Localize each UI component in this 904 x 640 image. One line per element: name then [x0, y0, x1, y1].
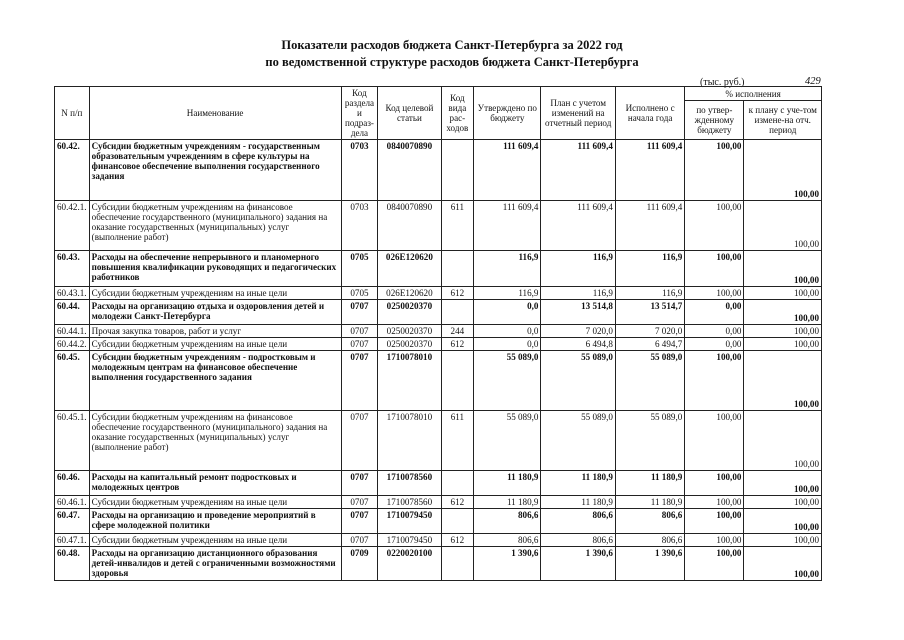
- col-pct-plan-header: к плану с уче-том измене-на отч. период: [744, 101, 822, 140]
- cell-plan: 55 089,0: [541, 411, 615, 471]
- cell-name: Субсидии бюджетным учреждениям - государственным образовательным учреждениям в сфере культуры на финансовое обеспечение выполнения государственного задания: [89, 140, 341, 201]
- cell-plan: 11 180,9: [541, 496, 615, 509]
- cell-pct-plan: 100,00: [744, 300, 822, 325]
- cell-num: 60.45.: [55, 351, 90, 411]
- cell-type: [441, 509, 474, 534]
- cell-pct-plan: 100,00: [744, 547, 822, 581]
- cell-type: [441, 547, 474, 581]
- cell-pct-approved: 0,00: [685, 338, 744, 351]
- cell-article: 026Е120620: [378, 251, 441, 287]
- col-article-header: Код целевой статьи: [378, 87, 441, 140]
- cell-section: 0705: [341, 287, 378, 300]
- cell-pct-plan: 100,00: [744, 351, 822, 411]
- col-pct-approved-header: по утвер-жденному бюджету: [685, 101, 744, 140]
- cell-article: 1710079450: [378, 509, 441, 534]
- cell-approved: 806,6: [474, 509, 541, 534]
- cell-executed: 6 494,7: [615, 338, 684, 351]
- cell-article: 0840070890: [378, 140, 441, 201]
- cell-name: Расходы на организацию отдыха и оздоровления детей и молодежи Санкт-Петербурга: [89, 300, 341, 325]
- cell-article: 1710078560: [378, 471, 441, 496]
- cell-executed: 11 180,9: [615, 471, 684, 496]
- col-section-header: Код раздела и подраз-дела: [341, 87, 378, 140]
- table-row: [55, 509, 822, 534]
- cell-executed: 11 180,9: [615, 496, 684, 509]
- table-row: [55, 496, 822, 509]
- table-row: [55, 140, 822, 201]
- cell-num: 60.44.: [55, 300, 90, 325]
- cell-plan: 111 609,4: [541, 140, 615, 201]
- cell-pct-approved: 100,00: [685, 140, 744, 201]
- cell-plan: 806,6: [541, 534, 615, 547]
- cell-type: 611: [441, 201, 474, 251]
- cell-article: 026Е120620: [378, 287, 441, 300]
- cell-pct-plan: 100,00: [744, 534, 822, 547]
- cell-executed: 7 020,0: [615, 325, 684, 338]
- cell-executed: 116,9: [615, 287, 684, 300]
- cell-section: 0703: [341, 201, 378, 251]
- cell-num: 60.42.1.: [55, 201, 90, 251]
- table-row: [55, 534, 822, 547]
- cell-section: 0707: [341, 471, 378, 496]
- cell-type: [441, 300, 474, 325]
- cell-num: 60.47.1.: [55, 534, 90, 547]
- cell-name: Прочая закупка товаров, работ и услуг: [89, 325, 341, 338]
- report-subtitle: по ведомственной структуре расходов бюджета Санкт-Петербурга: [265, 55, 639, 69]
- cell-executed: 806,6: [615, 509, 684, 534]
- cell-name: Субсидии бюджетным учреждениям на финансовое обеспечение государственного (муниципального) задания на оказание государственных (муниципальных) услуг (выполнение работ): [89, 201, 341, 251]
- cell-article: 0250020370: [378, 300, 441, 325]
- table-row: [55, 201, 822, 251]
- cell-pct-approved: 0,00: [685, 300, 744, 325]
- cell-executed: 1 390,6: [615, 547, 684, 581]
- cell-pct-plan: 100,00: [744, 411, 822, 471]
- cell-pct-plan: 100,00: [744, 338, 822, 351]
- cell-section: 0705: [341, 251, 378, 287]
- cell-pct-plan: 100,00: [744, 509, 822, 534]
- table-body: [55, 140, 822, 581]
- cell-section: 0707: [341, 325, 378, 338]
- expenses-table: [54, 86, 822, 581]
- table-row: [55, 300, 822, 325]
- cell-type: 611: [441, 411, 474, 471]
- cell-approved: 0,0: [474, 325, 541, 338]
- cell-section: 0703: [341, 140, 378, 201]
- col-pct-group-header: % исполнения: [685, 87, 822, 101]
- cell-approved: 11 180,9: [474, 471, 541, 496]
- cell-num: 60.46.1.: [55, 496, 90, 509]
- cell-type: 612: [441, 287, 474, 300]
- cell-pct-approved: 0,00: [685, 325, 744, 338]
- table-row: [55, 411, 822, 471]
- cell-type: 612: [441, 534, 474, 547]
- cell-pct-plan: 100,00: [744, 201, 822, 251]
- cell-name: Расходы на обеспечение непрерывного и планомерного повышения квалификации руководящих и педагогических работников: [89, 251, 341, 287]
- cell-executed: 111 609,4: [615, 201, 684, 251]
- cell-pct-plan: 100,00: [744, 251, 822, 287]
- cell-approved: 11 180,9: [474, 496, 541, 509]
- col-name-header: Наименование: [89, 87, 341, 140]
- cell-name: Расходы на капитальный ремонт подростковых и молодежных центров: [89, 471, 341, 496]
- cell-pct-approved: 100,00: [685, 496, 744, 509]
- cell-section: 0707: [341, 509, 378, 534]
- cell-name: Субсидии бюджетным учреждениям на иные цели: [89, 338, 341, 351]
- cell-pct-approved: 100,00: [685, 351, 744, 411]
- cell-num: 60.45.1.: [55, 411, 90, 471]
- cell-plan: 13 514,8: [541, 300, 615, 325]
- cell-approved: 806,6: [474, 534, 541, 547]
- cell-pct-plan: 100,00: [744, 325, 822, 338]
- cell-plan: 111 609,4: [541, 201, 615, 251]
- table-row: [55, 547, 822, 581]
- table-row: [55, 351, 822, 411]
- cell-type: [441, 140, 474, 201]
- cell-approved: 1 390,6: [474, 547, 541, 581]
- col-num-header: N п/п: [55, 87, 90, 140]
- col-executed-header: Исполнено с начала года: [615, 87, 684, 140]
- cell-num: 60.44.2.: [55, 338, 90, 351]
- cell-name: Субсидии бюджетным учреждениям - подростковым и молодежным центрам на финансовое обеспечение выполнения государственного задания: [89, 351, 341, 411]
- cell-name: Расходы на организацию и проведение мероприятий в сфере молодежной политики: [89, 509, 341, 534]
- cell-pct-approved: 100,00: [685, 534, 744, 547]
- cell-article: 0220020100: [378, 547, 441, 581]
- table-row: [55, 338, 822, 351]
- cell-type: 244: [441, 325, 474, 338]
- cell-executed: 111 609,4: [615, 140, 684, 201]
- cell-section: 0709: [341, 547, 378, 581]
- cell-executed: 55 089,0: [615, 411, 684, 471]
- table-row: [55, 251, 822, 287]
- cell-section: 0707: [341, 411, 378, 471]
- cell-article: 1710079450: [378, 534, 441, 547]
- cell-executed: 806,6: [615, 534, 684, 547]
- cell-article: 1710078560: [378, 496, 441, 509]
- cell-plan: 806,6: [541, 509, 615, 534]
- cell-section: 0707: [341, 534, 378, 547]
- cell-num: 60.46.: [55, 471, 90, 496]
- cell-approved: 0,0: [474, 338, 541, 351]
- cell-approved: 0,0: [474, 300, 541, 325]
- cell-pct-plan: 100,00: [744, 471, 822, 496]
- cell-plan: 11 180,9: [541, 471, 615, 496]
- cell-plan: 7 020,0: [541, 325, 615, 338]
- cell-pct-plan: 100,00: [744, 140, 822, 201]
- cell-approved: 55 089,0: [474, 411, 541, 471]
- cell-num: 60.43.: [55, 251, 90, 287]
- cell-pct-approved: 100,00: [685, 509, 744, 534]
- cell-pct-plan: 100,00: [744, 287, 822, 300]
- cell-name: Субсидии бюджетным учреждениям на иные цели: [89, 496, 341, 509]
- col-approved-header: Утверждено по бюджету: [474, 87, 541, 140]
- units-label: (тыс. руб.): [700, 77, 745, 88]
- cell-pct-approved: 100,00: [685, 547, 744, 581]
- cell-article: 1710078010: [378, 411, 441, 471]
- cell-num: 60.47.: [55, 509, 90, 534]
- cell-approved: 111 609,4: [474, 140, 541, 201]
- cell-type: [441, 351, 474, 411]
- cell-pct-approved: 100,00: [685, 411, 744, 471]
- cell-name: Субсидии бюджетным учреждениям на иные цели: [89, 534, 341, 547]
- cell-num: 60.44.1.: [55, 325, 90, 338]
- table-header: [55, 87, 822, 140]
- cell-section: 0707: [341, 300, 378, 325]
- cell-executed: 13 514,7: [615, 300, 684, 325]
- col-type-header: Код вида рас-ходов: [441, 87, 474, 140]
- cell-type: [441, 471, 474, 496]
- cell-section: 0707: [341, 338, 378, 351]
- cell-article: 0840070890: [378, 201, 441, 251]
- col-plan-header: План с учетом изменений на отчетный период: [541, 87, 615, 140]
- cell-section: 0707: [341, 496, 378, 509]
- cell-name: Расходы на организацию дистанционного образования детей-инвалидов и детей с ограниченными возможностями здоровья: [89, 547, 341, 581]
- cell-type: [441, 251, 474, 287]
- cell-num: 60.42.: [55, 140, 90, 201]
- cell-approved: 116,9: [474, 251, 541, 287]
- cell-executed: 55 089,0: [615, 351, 684, 411]
- cell-type: 612: [441, 496, 474, 509]
- cell-approved: 111 609,4: [474, 201, 541, 251]
- table-row: [55, 287, 822, 300]
- cell-pct-plan: 100,00: [744, 496, 822, 509]
- cell-plan: 116,9: [541, 287, 615, 300]
- table-row: [55, 471, 822, 496]
- cell-pct-approved: 100,00: [685, 201, 744, 251]
- cell-pct-approved: 100,00: [685, 287, 744, 300]
- cell-approved: 116,9: [474, 287, 541, 300]
- cell-num: 60.43.1.: [55, 287, 90, 300]
- cell-name: Субсидии бюджетным учреждениям на иные цели: [89, 287, 341, 300]
- cell-type: 612: [441, 338, 474, 351]
- cell-pct-approved: 100,00: [685, 471, 744, 496]
- cell-plan: 55 089,0: [541, 351, 615, 411]
- cell-section: 0707: [341, 351, 378, 411]
- cell-pct-approved: 100,00: [685, 251, 744, 287]
- table-row: [55, 325, 822, 338]
- cell-executed: 116,9: [615, 251, 684, 287]
- cell-plan: 116,9: [541, 251, 615, 287]
- cell-name: Субсидии бюджетным учреждениям на финансовое обеспечение государственного (муниципального) задания на оказание государственных (муниципальных) услуг (выполнение работ): [89, 411, 341, 471]
- page-number: 429: [805, 76, 821, 87]
- cell-article: 0250020370: [378, 338, 441, 351]
- cell-plan: 1 390,6: [541, 547, 615, 581]
- cell-approved: 55 089,0: [474, 351, 541, 411]
- report-title: Показатели расходов бюджета Санкт-Петербурга за 2022 год: [281, 38, 623, 52]
- cell-num: 60.48.: [55, 547, 90, 581]
- cell-article: 1710078010: [378, 351, 441, 411]
- cell-plan: 6 494,8: [541, 338, 615, 351]
- cell-article: 0250020370: [378, 325, 441, 338]
